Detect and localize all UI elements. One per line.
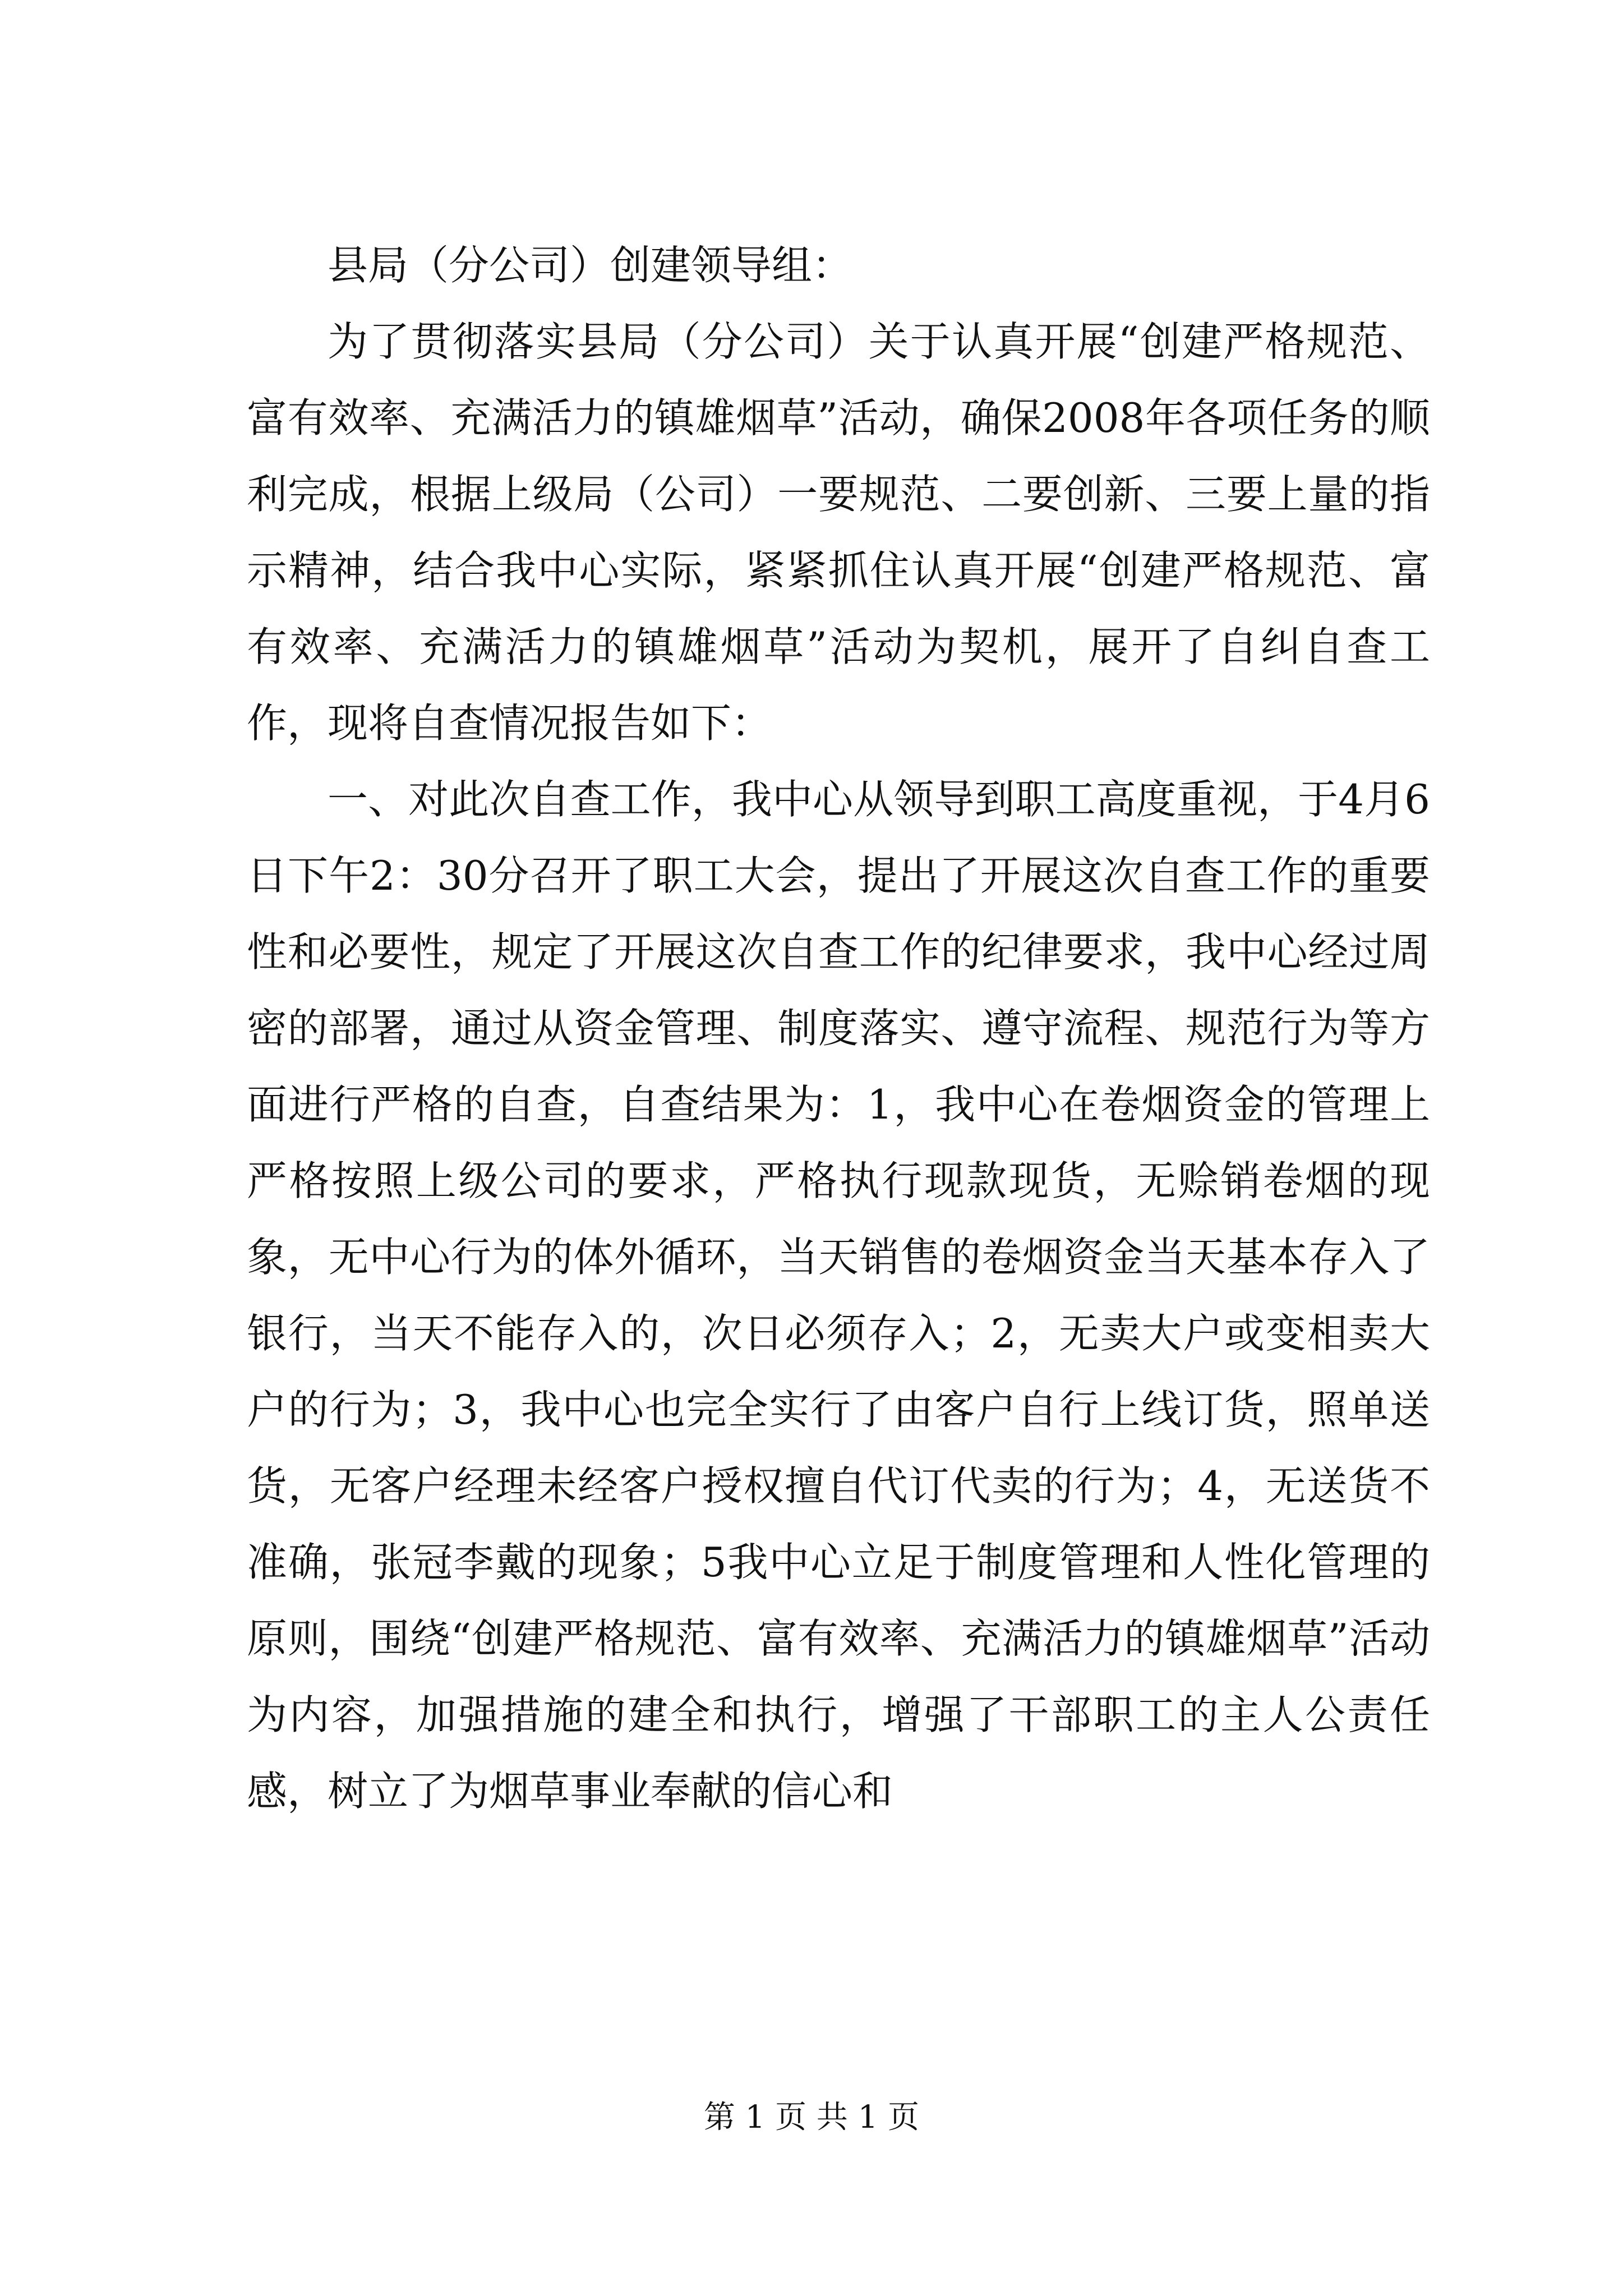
page-footer: 第 1 页 共 1 页: [703, 2099, 920, 2136]
paragraph-intro: 为了贯彻落实县局（分公司）关于认真开展“创建严格规范、富有效率、充满活力的镇雄烟草”活动，确保2008年各项任务的顺利完成，根据上级局（公司）一要规范、二要创新、三要上量的指示精神，结合我中心实际，紧紧抓住认真开展“创建严格规范、富有效率、充满活力的镇雄烟草”活动为契机，展开了自纠自查工作，现将自查情况报告如下：: [247, 318, 1430, 747]
document-body: [247, 227, 1430, 1829]
paragraph-section-one: 一、对此次自查工作，我中心从领导到职工高度重视，于4月6日下午2：30分召开了职工大会，提出了开展这次自查工作的重要性和必要性，规定了开展这次自查工作的纪律要求，我中心经过周密的部署，通过从资金管理、制度落实、遵守流程、规范行为等方面进行严格的自查，自查结果为：1，我中心在卷烟资金的管理上严格按照上级公司的要求，严格执行现款现货，无赊销卷烟的现象，无中心行为的体外循环，当天销售的卷烟资金当天基本存入了银行，当天不能存入的，次日必须存入；2，无卖大户或变相卖大户的行为；3，我中心也完全实行了由客户自行上线订货，照单送货，无客户经理未经客户授权擅自代订代卖的行为；4，无送货不准确，张冠李戴的现象；5我中心立足于制度管理和人性化管理的原则，围绕“创建严格规范、富有效率、充满活力的镇雄烟草”活动为内容，加强措施的建全和执行，增强了干部职工的主人公责任感，树立了为烟草事业奉献的信心和: [247, 776, 1430, 1815]
salutation: 县局（分公司）创建领导组：: [328, 242, 853, 289]
